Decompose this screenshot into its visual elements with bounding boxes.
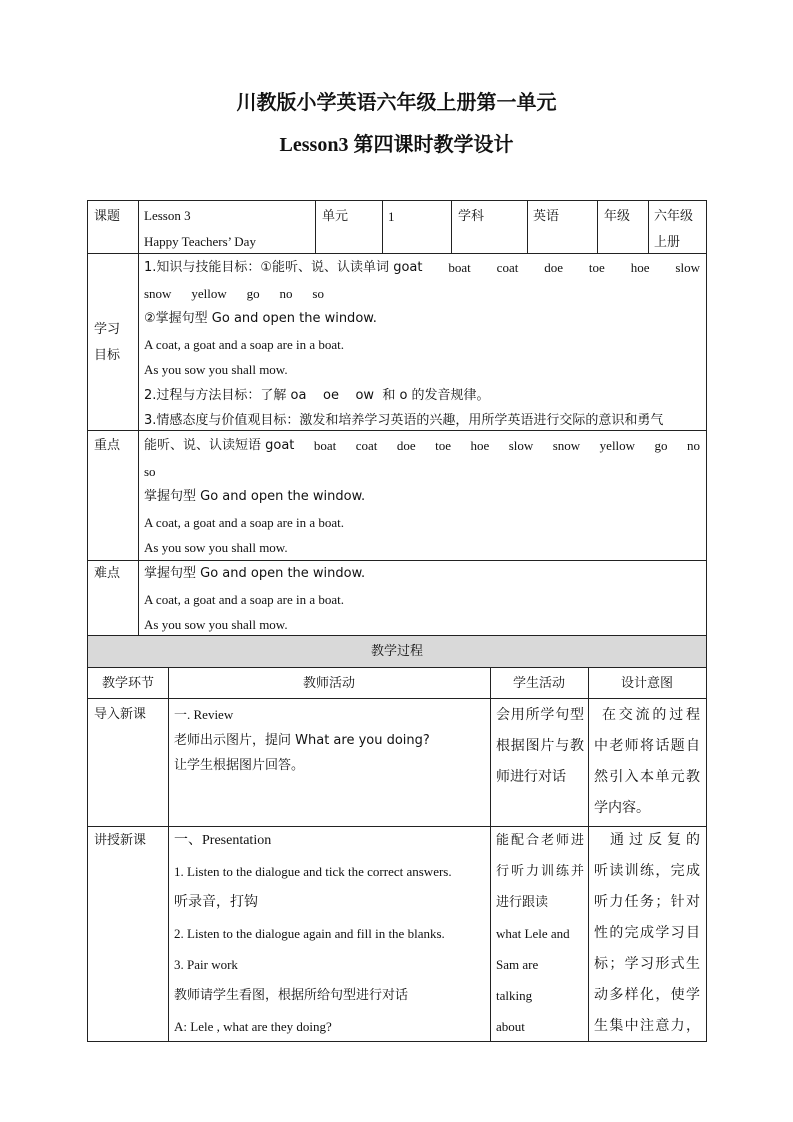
topic-key: 课题: [94, 209, 121, 224]
process-band-title: 教学过程: [370, 644, 423, 659]
col-divider: [527, 201, 528, 253]
col-divider: [597, 201, 598, 253]
col-divider: [168, 667, 169, 1041]
intent-line: 听力任务；针对: [594, 894, 700, 910]
difficult-points-line: A coat, a goat and a soap are in a boat.: [144, 591, 344, 607]
word: coat: [496, 260, 519, 275]
word: slow: [675, 260, 700, 275]
word: doe: [396, 438, 416, 453]
topic-name: Happy Teachers’ Day: [144, 233, 256, 249]
row-divider: [88, 667, 706, 668]
word: boat: [313, 438, 337, 453]
stage-new-lesson: 讲授新课: [94, 833, 147, 848]
word: coat: [355, 438, 378, 453]
student-line: what Lele and: [496, 926, 570, 941]
col-divider: [588, 667, 589, 1041]
key-points-line: 掌握句型 Go and open the window.: [144, 489, 366, 504]
student-line: about: [496, 1019, 525, 1034]
intent-line: 动多样化，使学: [594, 987, 700, 1003]
col-divider: [490, 667, 491, 1041]
key-points-line: A coat, a goat and a soap are in a boat.: [144, 514, 344, 530]
teacher-activity-new-lesson: [174, 825, 488, 1042]
teacher-line: 一. Review: [174, 707, 234, 722]
col-header-teacher: 教师活动: [302, 676, 355, 691]
intent-line: 生集中注意力，: [594, 1018, 700, 1034]
objectives-line: As you sow you shall mow.: [144, 362, 288, 377]
intent-line: 通过反复的: [610, 832, 700, 848]
word: yellow: [191, 285, 227, 301]
intent-line: 标；学习形式生: [594, 956, 700, 972]
word: boat: [448, 260, 471, 275]
word: slow: [508, 438, 534, 453]
grade-key: 年级: [604, 209, 631, 224]
word: snow: [552, 438, 581, 453]
col-divider: [648, 201, 649, 253]
intent-line: 性的完成学习目: [594, 925, 700, 941]
word: doe: [544, 260, 564, 275]
intent-line: 中老师将话题自: [594, 738, 700, 754]
student-activity-intro: [496, 700, 584, 793]
teacher-activity-intro: [174, 702, 484, 779]
key-points-text: [144, 433, 700, 561]
student-line: 根据图片与教: [496, 738, 584, 754]
teacher-line: 一、Presentation: [174, 833, 272, 848]
unit-value: 1: [388, 209, 395, 224]
design-intent-new-lesson: [594, 825, 700, 1042]
objectives-line: 3.情感态度与价值观目标：激发和培养学习英语的兴趣，用所学英语进行交际的意识和勇气: [144, 413, 664, 428]
student-line: Sam are: [496, 957, 539, 972]
objectives-text: [144, 255, 700, 434]
word: no: [687, 438, 700, 453]
student-line: 进行跟读: [496, 895, 549, 910]
unit-key: 单元: [322, 209, 349, 224]
student-line: 行听力训练并: [496, 864, 584, 879]
word: so: [312, 285, 324, 301]
col-header-stage: 教学环节: [101, 676, 154, 691]
difficult-points-text: [144, 561, 700, 638]
col-divider: [138, 201, 139, 253]
key-points-line: so: [144, 463, 156, 479]
student-line: 能配合老师进: [496, 833, 584, 848]
grade-line: 六年级: [654, 209, 694, 224]
design-intent-intro: [594, 700, 700, 824]
word: toe: [435, 438, 451, 453]
objectives-line: 2.过程与方法目标：了解 oa oe ow 和 o 的发音规律。: [144, 387, 490, 403]
word: yellow: [599, 438, 636, 453]
objectives-label: [94, 317, 120, 368]
subject-key: 学科: [458, 209, 485, 224]
col-header-intent: 设计意图: [620, 676, 673, 691]
key-points-text-segment: 能听、说、认读短语 goat: [144, 438, 295, 453]
word: hoe: [630, 260, 650, 275]
word: go: [654, 438, 668, 453]
word: hoe: [470, 438, 490, 453]
col-divider: [138, 253, 139, 635]
intent-line: 听读训练，完成: [594, 863, 700, 879]
student-line: 师进行对话: [496, 769, 566, 785]
objectives-text-segment: 1.知识与技能目标：①能听、说、认读单词 goat: [144, 260, 423, 275]
teacher-line: 教师请学生看图，根据所给句型进行对话: [174, 988, 409, 1003]
word: no: [279, 285, 293, 301]
document-title: 川教版小学英语六年级上册第一单元: [236, 90, 557, 114]
difficult-points-line: As you sow you shall mow.: [144, 617, 288, 632]
student-line: talking: [496, 988, 533, 1003]
word: snow: [144, 285, 172, 301]
student-line: 会用所学句型: [496, 707, 584, 723]
student-activity-new-lesson: [496, 825, 584, 1042]
stage-intro: 导入新课: [94, 707, 147, 722]
topic-value: [144, 203, 256, 254]
col-divider: [451, 201, 452, 253]
intent-line: 然引入本单元教: [594, 769, 700, 785]
difficult-points-label: 难点: [94, 566, 121, 581]
intent-line: 学内容。: [594, 800, 650, 816]
objectives-label-line: 学习: [94, 322, 121, 337]
teacher-line: 3. Pair work: [174, 957, 238, 972]
teacher-line: A: Lele , what are they doing?: [174, 1019, 332, 1034]
word: go: [246, 285, 260, 301]
key-points-line: As you sow you shall mow.: [144, 540, 288, 555]
teacher-line: 让学生根据图片回答。: [174, 758, 305, 773]
col-divider: [315, 201, 316, 253]
difficult-points-line: 掌握句型 Go and open the window.: [144, 566, 366, 581]
word: toe: [588, 260, 605, 275]
objectives-line: [144, 281, 324, 307]
objectives-line: [144, 255, 700, 281]
grade-value: [654, 204, 693, 255]
col-header-student: 学生活动: [512, 676, 565, 691]
document-subtitle: Lesson3 第四课时教学设计: [279, 134, 514, 156]
row-divider: [88, 698, 706, 699]
teacher-line: 2. Listen to the dialogue again and fill in the blanks.: [174, 926, 445, 941]
subject-value: 英语: [533, 209, 560, 224]
col-divider: [382, 201, 383, 253]
objectives-line: A coat, a goat and a soap are in a boat.: [144, 336, 344, 352]
key-points-line: [144, 433, 700, 459]
teacher-line: 老师出示图片，提问 What are you doing?: [174, 732, 430, 748]
intent-line: 在交流的过程: [602, 707, 700, 723]
teacher-line: 1. Listen to the dialogue and tick the correct answers.: [174, 864, 452, 879]
topic-lesson: Lesson 3: [144, 208, 191, 223]
teacher-line: 听录音，打钩: [174, 894, 258, 910]
lesson-plan-table: [87, 200, 707, 1042]
objectives-line: ②掌握句型 Go and open the window.: [144, 311, 377, 326]
objectives-label-line: 目标: [94, 347, 121, 363]
grade-line: 上册: [654, 234, 681, 250]
key-points-label: 重点: [94, 438, 121, 453]
